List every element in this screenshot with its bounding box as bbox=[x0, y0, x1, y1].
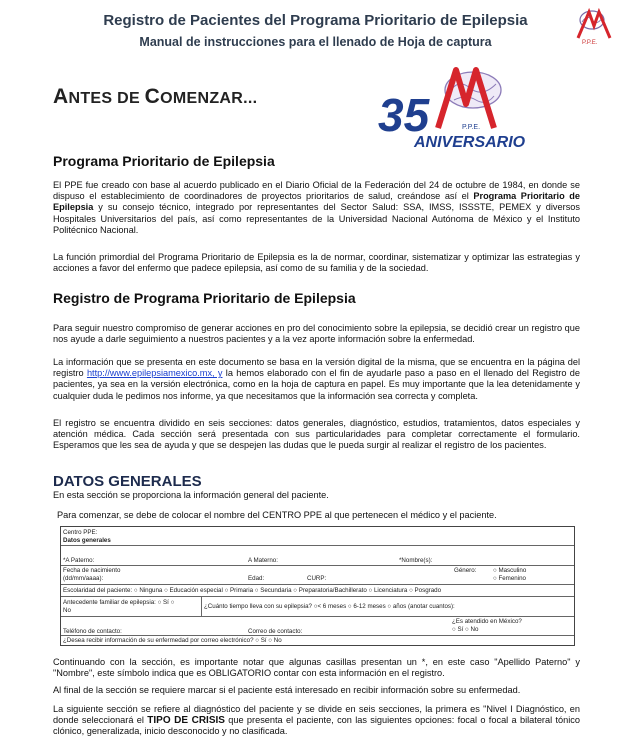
heading-registro: Registro de Programa Prioritario de Epilepsia bbox=[53, 290, 356, 306]
paragraph-after-2: Al final de la sección se requiere marcar si el paciente está interesado en recibir información sobre su enfermedad. bbox=[53, 685, 521, 695]
text-run: La información que se presenta en este documento se basa en la versión digital de la misma, que se encuentra en la página del registro bbox=[53, 357, 580, 379]
paragraph-registro-1: Para seguir nuestro compromiso de generar acciones en pro del conocimiento sobre la epilepsia, se decidió crear un registro que nos ayude a darle seguimiento a nuestros pacientes y a la vez aporte información sobre la enfermedad. bbox=[53, 323, 580, 345]
text-run: que presenta el paciente, con las siguientes opciones: focal o focal a bilateral tónico clónico, generalizada, inicio desconocido y no clasificada. bbox=[53, 715, 580, 737]
document-title: Registro de Pacientes del Programa Prioritario de Epilepsia bbox=[103, 12, 528, 29]
form-escolaridad-row: Escolaridad del paciente: ○ Ninguna ○ Educación especial ○ Primaria ○ Secundaria ○ Preparatoria/Bachillerato ○ Licenciatura ○ Posgrado bbox=[63, 587, 442, 594]
text-run-bold: TIPO DE CRISIS bbox=[147, 715, 225, 727]
paragraph-after-3 bbox=[53, 704, 580, 738]
text-run: y su consejo técnico, integrado por representantes del Sector Salud: SSA, IMSS, ISSSTE, PEMEX y diversos Hospitales Universitarios del país, así como representantes de la Universidad Nacional Autónoma de México y el Instituto Politécnico Nacional. bbox=[53, 202, 580, 235]
text-run-bold: Programa Prioritario de Epilepsia bbox=[53, 191, 580, 213]
form-antecedente-no: No bbox=[63, 607, 71, 614]
heading-programa: Programa Prioritario de Epilepsia bbox=[53, 153, 275, 169]
document-subtitle: Manual de instrucciones para el llenado de Hoja de captura bbox=[139, 35, 492, 49]
form-paterno-label: *A Paterno: bbox=[63, 557, 95, 564]
paragraph-programa-2: La función primordial del Programa Prioritario de Epilepsia es la de normar, coordinar, sistematizar y optimizar las estrategias y acciones a favor del enfermo que padece epilepsia, así como de su familia y de la sociedad. bbox=[53, 252, 580, 274]
ppe-logo-icon bbox=[570, 8, 620, 42]
form-correo-label: Correo de contacto: bbox=[248, 628, 303, 635]
text-run: la hemos elaborado con el fin de ayudarle paso a paso en el llenado del Registro de pacientes, ya sea en la versión electrónica, como en la hoja de captura en papel. Es muy importante que la lea detenidamente y cualquier duda le pedimos nos informe, ya que necesitamos que la información sea correcta y completa. bbox=[53, 368, 580, 401]
form-telefono-label: Teléfono de contacto: bbox=[63, 628, 122, 635]
anniversary-ppe: P.P.E. bbox=[462, 124, 481, 131]
paragraph-programa-1 bbox=[53, 180, 580, 236]
antes-rest: NTES DE bbox=[68, 90, 145, 107]
antes-cap: A bbox=[53, 85, 69, 108]
paragraph-after-1: Continuando con la sección, es importante notar que algunas casillas presentan un *, en este caso "Apellido Paterno" y "Nombre", este símbolo indica que es OBLIGATORIO contar con esta información en el registro. bbox=[53, 657, 580, 679]
anniversary-logo bbox=[378, 66, 528, 162]
heading-datos-generales: DATOS GENERALES bbox=[53, 473, 202, 490]
ppe-logo bbox=[570, 8, 620, 52]
form-masculino-option: ○ Masculino bbox=[493, 567, 527, 574]
paragraph-registro-3: El registro se encuentra dividido en seis secciones: datos generales, diagnóstico, estudios, tratamientos, datos especiales y atención médica. Cada sección será presentada con sus particularidades para completar correctamente el formulario. Esperamos que les sea de ayuda y que se despejen las dudas que le pueda surgir al realizar el registro de los pacientes. bbox=[53, 418, 580, 451]
form-materno-label: A Materno: bbox=[248, 557, 278, 564]
paragraph-datos-intro: En esta sección se proporciona la información general del paciente. bbox=[53, 490, 329, 500]
logo-caption: P.P.E. bbox=[582, 40, 598, 46]
form-antecedente-label: Antecedente familiar de epilepsia: ○ Sí ○ bbox=[63, 599, 175, 606]
anniversary-label: ANIVERSARIO bbox=[414, 134, 526, 151]
paragraph-registro-2 bbox=[53, 357, 580, 402]
form-desea-row: ¿Desea recibir información de su enfermedad por correo electrónico? ○ Sí ○ No bbox=[63, 637, 282, 644]
antes-cap-2: C bbox=[144, 85, 161, 108]
section-heading-antes bbox=[53, 85, 257, 109]
form-femenino-option: ○ Femenino bbox=[493, 575, 526, 582]
form-atendido-options: ○ Sí ○ No bbox=[452, 626, 479, 633]
antes-rest-2: OMENZAR... bbox=[160, 90, 258, 107]
form-genero-label: Género: bbox=[454, 567, 477, 574]
form-fecha-label: Fecha de nacimiento bbox=[63, 567, 121, 574]
form-fecha-format: (dd/mm/aaaa): bbox=[63, 575, 104, 582]
text-run: El PPE fue creado con base al acuerdo publicado en el Diario Oficial de la Federación del 24 de octubre de 1984, en donde se dispuso el establecimiento de coordinadores de proyectos prioritarios de salud, creándose así el bbox=[53, 180, 580, 202]
form-curp-label: CURP: bbox=[307, 575, 327, 582]
form-edad-label: Edad: bbox=[248, 575, 265, 582]
form-nombre-label: *Nombre(s): bbox=[399, 557, 433, 564]
form-sample bbox=[60, 526, 575, 646]
form-tiempo-row: ¿Cuánto tiempo lleva con su epilepsia? ○< 6 meses ○ 6-12 meses ○ años (anotar cuantos): bbox=[204, 603, 455, 610]
form-section-title: Datos generales bbox=[63, 537, 111, 544]
anniversary-number: 35 bbox=[378, 89, 430, 141]
registry-link[interactable]: http://www.epilepsiamexico.mx, y bbox=[86, 368, 223, 379]
paragraph-datos-instruction: Para comenzar, se debe de colocar el nombre del CENTRO PPE al que pertenecen el médico y el paciente. bbox=[57, 510, 497, 520]
form-atendido-label: ¿Es atendido en México? bbox=[452, 618, 522, 625]
text-run: La siguiente sección se refiere al diagnóstico del paciente y se divide en seis secciones, la primera es "Nivel I Diagnóstico, en donde seleccionará el bbox=[53, 704, 580, 726]
form-centro-label: Centro PPE: bbox=[63, 529, 98, 536]
